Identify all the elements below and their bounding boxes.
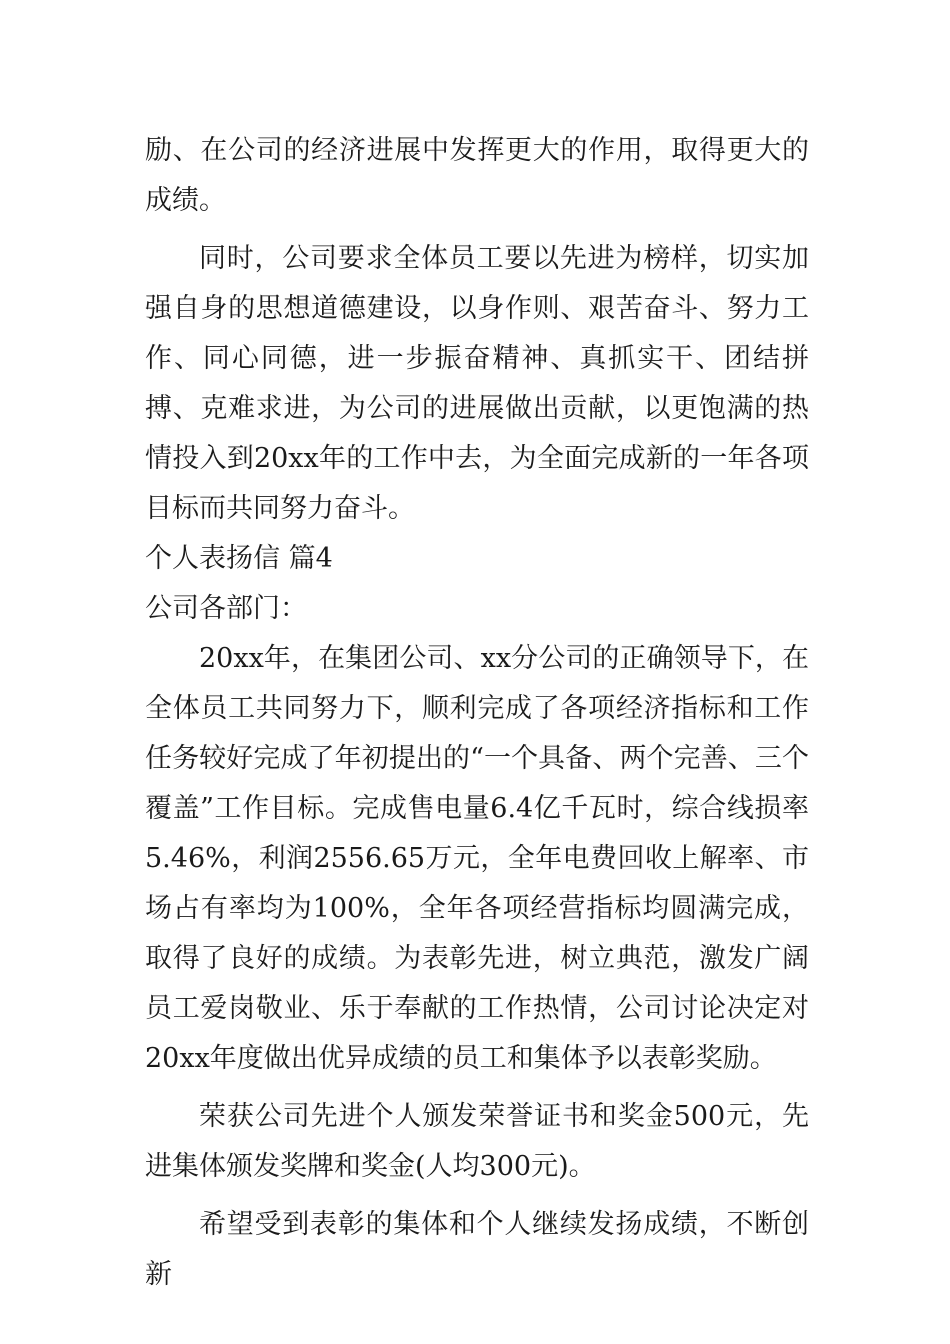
salutation: 公司各部门： [145,593,307,624]
paragraph-awards: 荣获公司先进个人颁发荣誉证书和奖金500元，先进集体颁发奖牌和奖金(人均300元)。 [145,1101,809,1182]
paragraph-continuation: 励、在公司的经济进展中发挥更大的作用，取得更大的成绩。 [145,135,809,216]
document-body [145,126,809,1300]
paragraph-requirements: 同时，公司要求全体员工要以先进为榜样，切实加强自身的思想道德建设，以身作则、艰苦奋斗、努力工作、同心同德，进一步振奋精神、真抓实干、团结拼搏、克难求进，为公司的进展做出贡献，以更饱满的热情投入到20xx年的工作中去，为全面完成新的一年各项目标而共同努力奋斗。 [145,243,809,524]
section-heading: 个人表扬信 篇4 [145,543,333,574]
paragraph-hope: 希望受到表彰的集体和个人继续发扬成绩，不断创新 [145,1209,809,1290]
paragraph-achievements: 20xx年，在集团公司、xx分公司的正确领导下，在全体员工共同努力下，顺利完成了各项经济指标和工作任务较好完成了年初提出的“一个具备、两个完善、三个覆盖”工作目标。完成售电量6.4亿千瓦时，综合线损率5.46%，利润2556.65万元，全年电费回收上解率、市场占有率均为100%，全年各项经营指标均圆满完成，取得了良好的成绩。为表彰先进，树立典范，激发广阔员工爱岗敬业、乐于奉献的工作热情，公司讨论决定对20xx年度做出优异成绩的员工和集体予以表彰奖励。 [145,643,809,1074]
